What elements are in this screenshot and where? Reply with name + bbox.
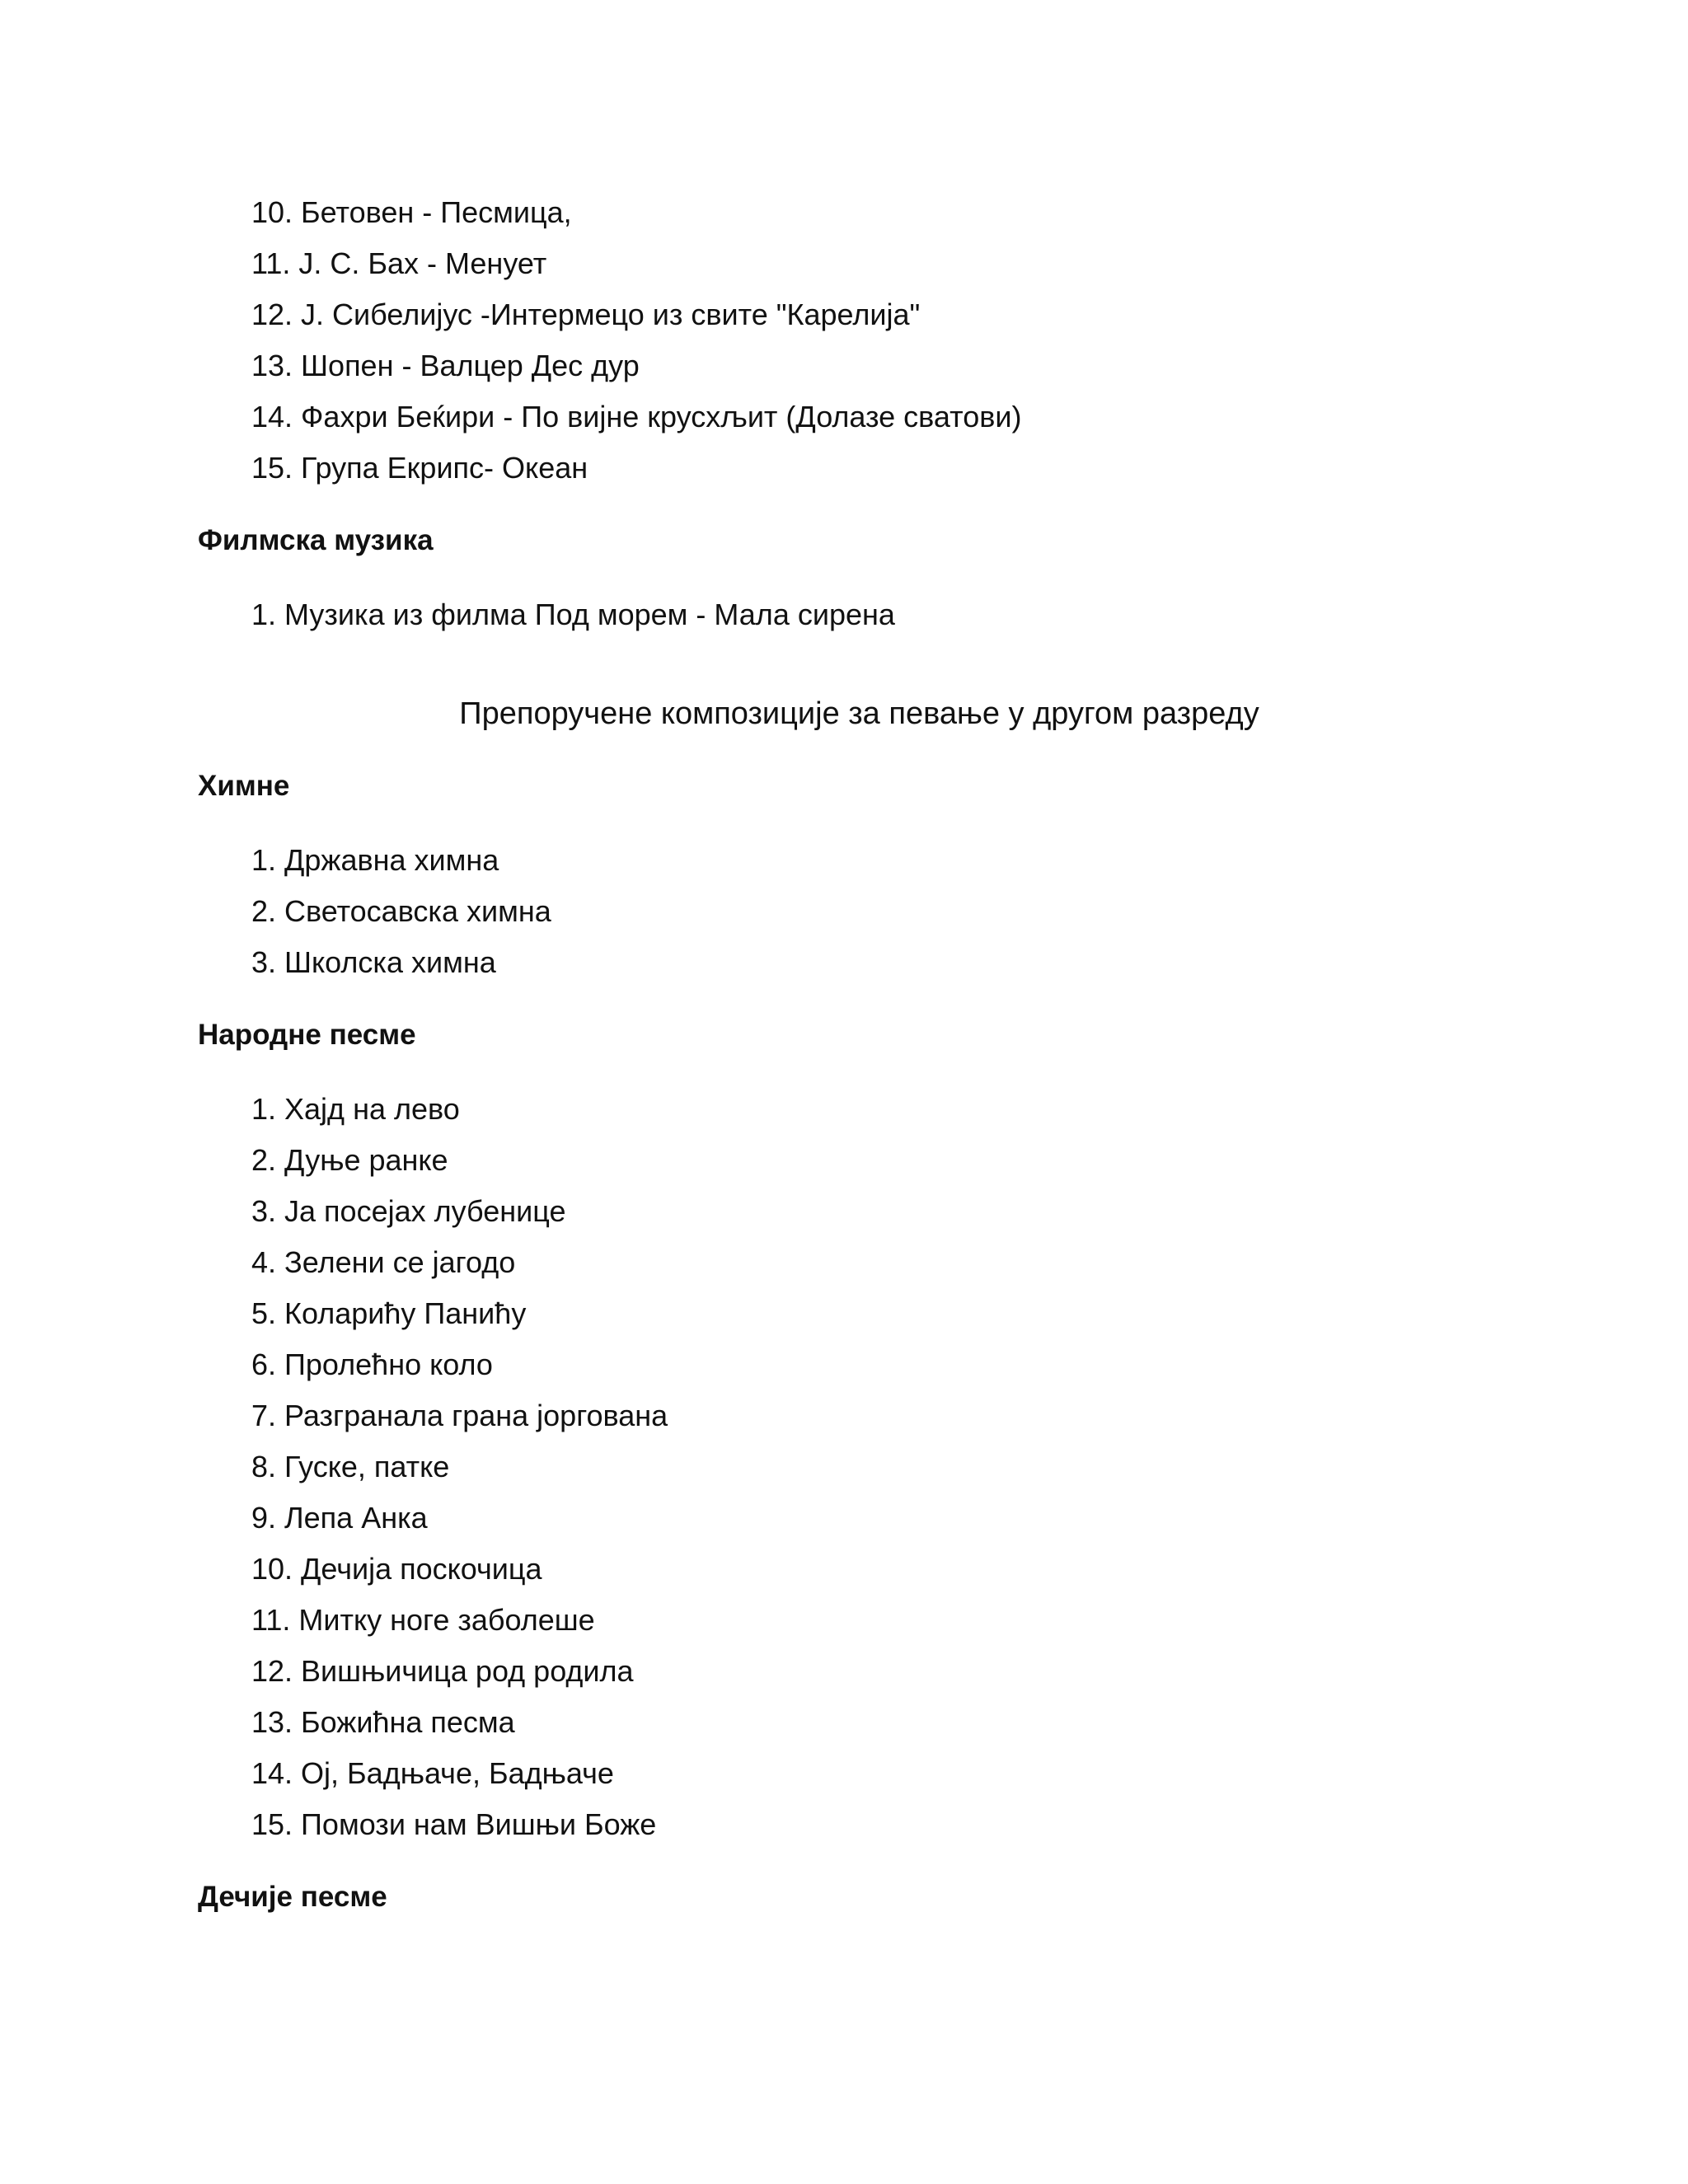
- list-item: 13. Шопен - Валцер Дес дур: [251, 349, 640, 382]
- list-item: 5. Коларићу Панићу: [251, 1296, 527, 1330]
- list-item: 4. Зелени се јагодо: [251, 1245, 516, 1279]
- list-item: 10. Бетовен - Песмица,: [251, 195, 572, 229]
- list-item: 2. Дуње ранке: [251, 1143, 448, 1177]
- list-item: 1. Музика из филма Под морем - Мала сирена: [251, 598, 895, 631]
- list-item: 3. Ја посејах лубенице: [251, 1194, 566, 1228]
- list-item: 14. Фахри Беќири - По вијне крусхљит (Долазе сватови): [251, 400, 1022, 434]
- list-item: 8. Гуске, патке: [251, 1450, 450, 1483]
- list-item: 2. Светосавска химна: [251, 894, 551, 928]
- list-item: 1. Хајд на лево: [251, 1092, 460, 1126]
- list-item: 1. Државна химна: [251, 843, 499, 877]
- list-item: 13. Божићна песма: [251, 1705, 515, 1739]
- list-item: 10. Дечија поскочица: [251, 1552, 542, 1586]
- page-title: Препоручене композиције за певање у другом разреду: [459, 696, 1259, 731]
- section-heading-anthems: Химне: [198, 770, 290, 802]
- section-heading-folk-songs: Народне песме: [198, 1019, 416, 1051]
- list-item: 15. Група Екрипс- Океан: [251, 451, 588, 485]
- list-item: 6. Пролећно коло: [251, 1347, 493, 1381]
- list-item: 7. Разгранала грана јоргована: [251, 1399, 668, 1432]
- list-item: 15. Помози нам Вишњи Боже: [251, 1807, 657, 1841]
- list-item: 11. Ј. С. Бах - Менует: [251, 246, 547, 280]
- section-heading-children-songs: Дечије песме: [198, 1881, 387, 1913]
- list-item: 11. Митку ноге заболеше: [251, 1603, 595, 1637]
- list-item: 9. Лепа Анка: [251, 1501, 428, 1535]
- list-item: 3. Школска химна: [251, 945, 496, 979]
- section-heading-film-music: Филмска музика: [198, 524, 434, 556]
- list-item: 12. Ј. Сибелијус -Интермецо из свите "Карелија": [251, 298, 921, 331]
- list-item: 14. Ој, Бадњаче, Бадњаче: [251, 1756, 614, 1790]
- list-item: 12. Вишњичица род родила: [251, 1654, 634, 1688]
